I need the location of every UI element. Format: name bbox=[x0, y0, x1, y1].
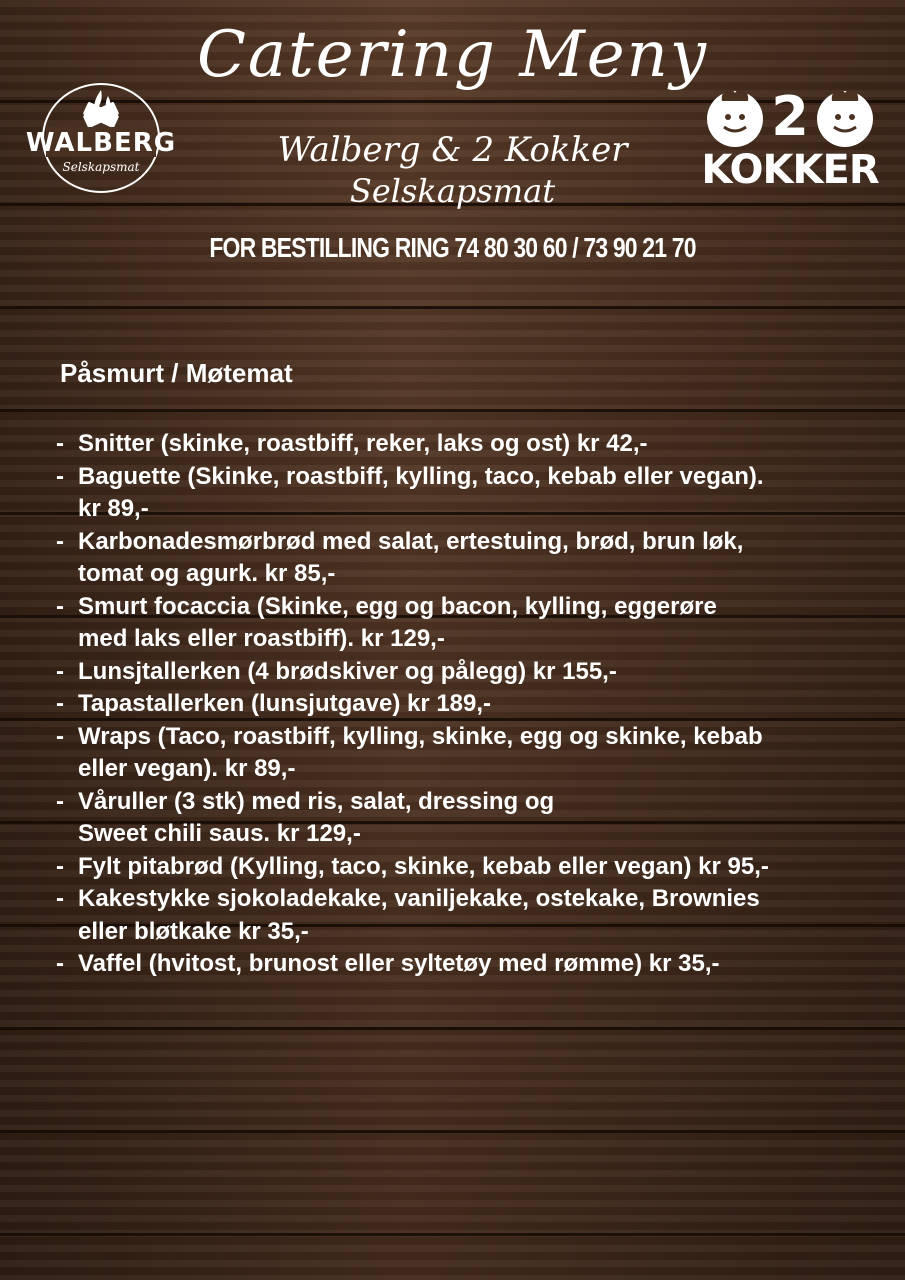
menu-item-text: eller vegan). kr 89,- bbox=[78, 755, 296, 782]
menu-item-text: Snitter (skinke, roastbiff, reker, laks og ost) kr 42,- bbox=[78, 430, 648, 457]
two-kokker-logo-name: KOKKER bbox=[701, 147, 879, 193]
page-title: Catering Meny bbox=[196, 18, 709, 92]
walberg-logo bbox=[20, 78, 182, 198]
menu-item-text: tomat og agurk. kr 85,- bbox=[78, 560, 336, 587]
order-phone: FOR BESTILLING RING 74 80 30 60 / 73 90 21 70 bbox=[209, 232, 696, 263]
menu-item bbox=[56, 883, 876, 948]
menu-item-text: Vaffel (hvitost, brunost eller syltetøy med rømme) kr 35,- bbox=[78, 950, 720, 977]
two-kokker-logo bbox=[700, 85, 880, 193]
menu-item-text: Sweet chili saus. kr 129,- bbox=[78, 820, 361, 847]
menu-item bbox=[56, 591, 876, 656]
bullet-dash: - bbox=[56, 950, 64, 977]
walberg-logo-name: WALBERG bbox=[25, 128, 177, 158]
menu-item-text: Wraps (Taco, roastbiff, kylling, skinke, egg og skinke, kebab bbox=[78, 722, 763, 750]
menu-item bbox=[56, 786, 876, 851]
bullet-dash: - bbox=[56, 722, 64, 750]
menu-item-text: Lunsjtallerken (4 brødskiver og pålegg) kr 155,- bbox=[78, 657, 617, 685]
two-kokker-logo-number: 2 bbox=[771, 85, 809, 148]
menu-item-text: Kakestykke sjokoladekake, vaniljekake, ostekake, Brownies bbox=[78, 885, 760, 912]
menu-item-text: Våruller (3 stk) med ris, salat, dressing og bbox=[78, 787, 555, 815]
menu-item bbox=[56, 656, 876, 689]
menu-item-text: Fylt pitabrød (Kylling, taco, skinke, kebab eller vegan) kr 95,- bbox=[78, 852, 769, 880]
subtitle-line-1: Walberg & 2 Kokker bbox=[277, 130, 628, 170]
bullet-dash: - bbox=[56, 527, 64, 555]
menu-item-text: med laks eller roastbiff). kr 129,- bbox=[78, 625, 445, 652]
walberg-logo-tagline: Selskapsmat bbox=[62, 160, 140, 174]
menu-item-text: Tapastallerken (lunsjutgave) kr 189,- bbox=[78, 690, 492, 717]
menu-item bbox=[56, 526, 876, 591]
menu-list bbox=[56, 428, 876, 981]
bullet-dash: - bbox=[56, 657, 64, 685]
section-title: Påsmurt / Møtemat bbox=[60, 358, 293, 388]
bullet-dash: - bbox=[56, 690, 64, 717]
menu-item bbox=[56, 721, 876, 786]
subtitle-line-2: Selskapsmat bbox=[349, 172, 556, 210]
menu-item bbox=[56, 461, 876, 526]
bullet-dash: - bbox=[56, 462, 64, 490]
menu-item-text: kr 89,- bbox=[78, 495, 149, 522]
bullet-dash: - bbox=[56, 787, 64, 815]
menu-item bbox=[56, 428, 876, 461]
menu-item bbox=[56, 688, 876, 721]
menu-item-text: eller bløtkake kr 35,- bbox=[78, 917, 309, 945]
bullet-dash: - bbox=[56, 852, 64, 880]
menu-item bbox=[56, 948, 876, 981]
menu-item bbox=[56, 851, 876, 884]
menu-item-text: Karbonadesmørbrød med salat, ertestuing, brød, brun løk, bbox=[78, 527, 744, 555]
bullet-dash: - bbox=[56, 885, 64, 912]
bullet-dash: - bbox=[56, 430, 64, 457]
menu-item-text: Baguette (Skinke, roastbiff, kylling, taco, kebab eller vegan). bbox=[78, 462, 764, 490]
menu-item-text: Smurt focaccia (Skinke, egg og bacon, kylling, eggerøre bbox=[78, 592, 717, 620]
bullet-dash: - bbox=[56, 592, 64, 620]
